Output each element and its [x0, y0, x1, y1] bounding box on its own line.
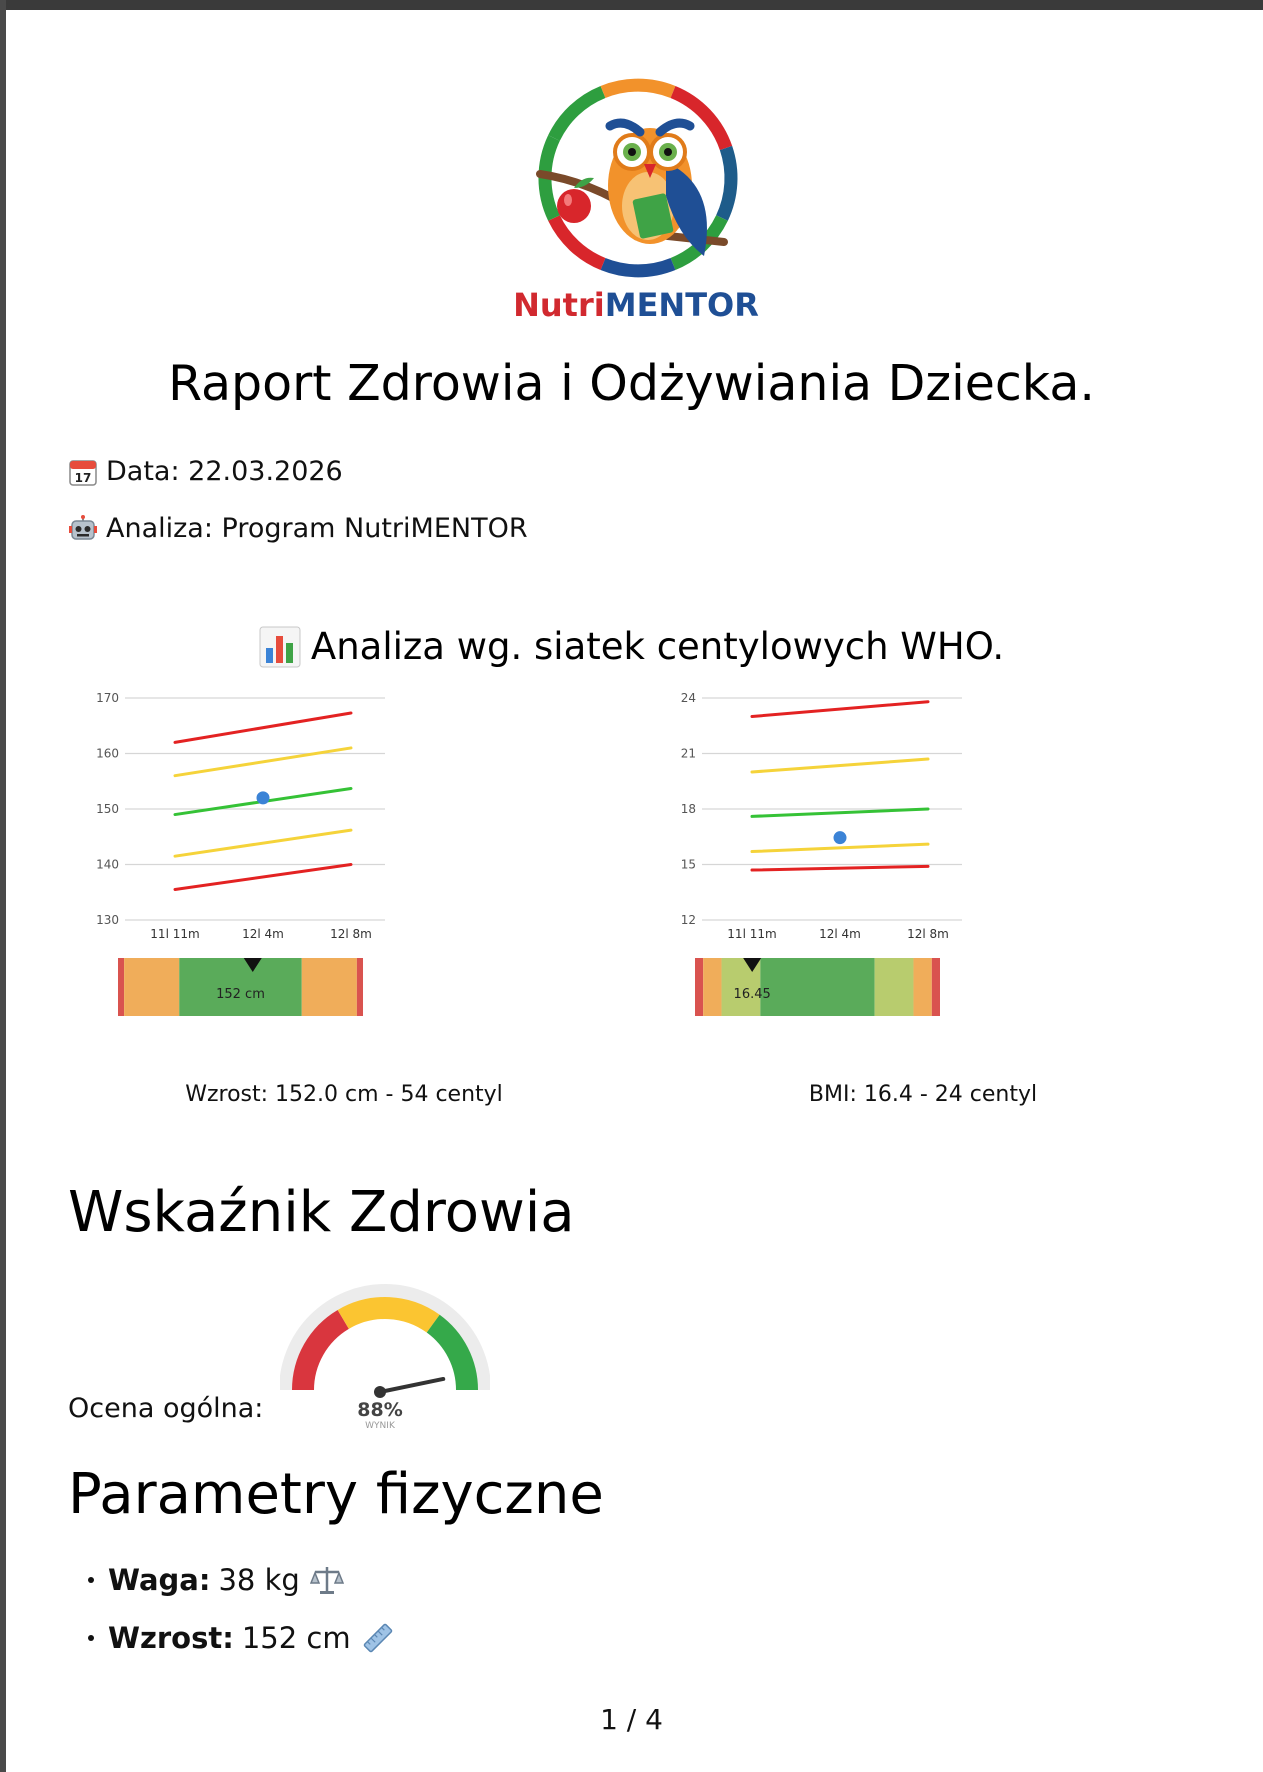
chart-section-title-text: Analiza wg. siatek centylowych WHO.: [310, 625, 1005, 668]
svg-text:17: 17: [74, 470, 92, 485]
viewer-top-bar: [0, 0, 1263, 10]
meta-date-text: Data: 22.03.2026: [106, 456, 343, 487]
param-label-height: Wzrost:: [108, 1621, 234, 1655]
x-tick-label: 12l 8m: [330, 927, 372, 941]
bar-chart-icon: [259, 626, 301, 668]
y-tick-label: 21: [680, 746, 696, 761]
percentile-line: [175, 748, 351, 776]
percentile-line: [752, 809, 928, 816]
brand-wordmark: [510, 286, 762, 324]
params-list: [88, 1562, 395, 1678]
range-bar-segment: [695, 958, 703, 1016]
range-bar-label: 16.45: [733, 987, 771, 1002]
gauge-yellow-arc: [343, 1308, 433, 1324]
meta-analysis-text: Analiza: Program NutriMENTOR: [106, 513, 528, 544]
height-percentile-chart: [90, 688, 490, 1048]
percentile-line: [752, 759, 928, 772]
percentile-line: [175, 865, 351, 890]
gauge-score-text: 88%: [357, 1399, 403, 1421]
range-bar-segment: [932, 958, 940, 1016]
bmi-caption: BMI: 16.4 - 24 centyl: [808, 1082, 1038, 1107]
param-value-height: 152 cm: [241, 1621, 351, 1655]
height-caption: Wzrost: 152.0 cm - 54 centyl: [185, 1082, 503, 1107]
scales-icon: [310, 1563, 344, 1597]
range-bar-label: 152 cm: [216, 987, 265, 1002]
health-gauge: [280, 1270, 490, 1430]
range-bar-segment: [913, 958, 931, 1016]
y-tick-label: 15: [680, 857, 696, 872]
y-tick-label: 150: [96, 802, 119, 816]
measurement-point: [834, 831, 847, 844]
list-item: [88, 1620, 395, 1656]
meta-analysis: [68, 513, 528, 544]
bullet: [88, 1577, 94, 1583]
y-tick-label: 130: [96, 913, 119, 927]
y-tick-label: 18: [680, 802, 696, 816]
gauge-score-caption: WYNIK: [365, 1421, 395, 1430]
gauge-hub: [374, 1386, 386, 1398]
params-heading: Parametry fizyczne: [68, 1462, 604, 1527]
x-tick-label: 12l 4m: [819, 927, 861, 941]
x-tick-label: 11l 11m: [150, 927, 200, 941]
y-tick-label: 24: [680, 691, 696, 705]
x-tick-label: 12l 8m: [907, 927, 949, 941]
chart-section-title: [0, 625, 1263, 668]
percentile-line: [752, 866, 928, 870]
meta-date: [68, 456, 343, 487]
range-bar-segment: [760, 958, 874, 1016]
x-tick-label: 12l 4m: [242, 927, 284, 941]
list-item: [88, 1562, 395, 1598]
range-bar-segment: [124, 958, 179, 1016]
y-tick-label: 12: [680, 913, 696, 927]
y-tick-label: 160: [96, 746, 119, 761]
range-bar-segment: [302, 958, 357, 1016]
range-bar-segment: [875, 958, 914, 1016]
bullet: [88, 1635, 94, 1641]
bmi-percentile-chart: [667, 688, 1067, 1048]
calendar-icon: [68, 457, 98, 487]
range-bar-segment: [703, 958, 721, 1016]
param-label-weight: Waga:: [108, 1563, 211, 1597]
brand-part-mentor: MENTOR: [604, 286, 759, 324]
percentile-line: [752, 702, 928, 717]
x-tick-label: 11l 11m: [727, 927, 777, 941]
y-tick-label: 170: [96, 691, 119, 705]
percentile-line: [175, 713, 351, 742]
param-value-weight: 38 kg: [218, 1563, 300, 1597]
range-bar-segment: [357, 958, 363, 1016]
gauge-needle: [380, 1379, 443, 1392]
brand-part-nutri: Nutri: [513, 286, 605, 324]
report-title: Raport Zdrowia i Odżywiania Dziecka.: [168, 355, 1095, 412]
overall-score-label: Ocena ogólna:: [68, 1393, 264, 1424]
robot-icon: [68, 514, 98, 544]
ruler-icon: [361, 1621, 395, 1655]
range-bar-segment: [118, 958, 124, 1016]
y-tick-label: 140: [96, 857, 119, 872]
percentile-line: [752, 844, 928, 851]
percentile-line: [175, 830, 351, 856]
health-heading: Wskaźnik Zdrowia: [68, 1180, 575, 1245]
page-indicator: 1 / 4: [600, 1703, 663, 1736]
measurement-point: [257, 791, 270, 804]
